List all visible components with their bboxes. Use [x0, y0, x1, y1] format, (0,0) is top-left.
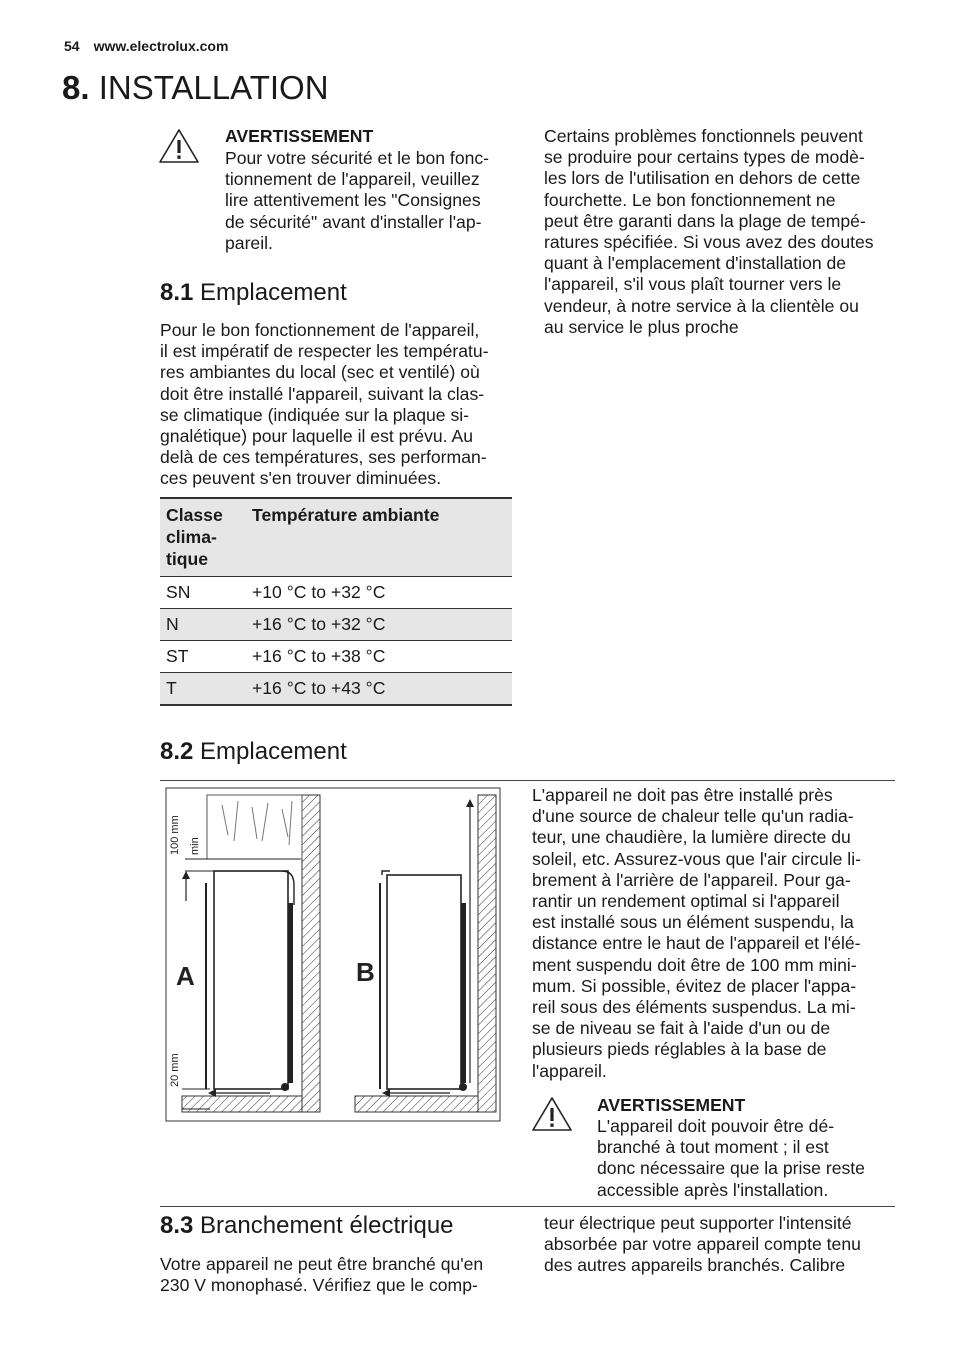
subsection-8-3-heading — [160, 1211, 454, 1241]
subsection-title: Emplacement — [200, 738, 347, 765]
table-row — [160, 609, 512, 641]
diagram-a — [182, 795, 320, 1112]
subsection-title: Emplacement — [200, 279, 347, 306]
table-cell: +16 °C to +38 °C — [246, 641, 512, 673]
table-row — [160, 673, 512, 706]
warning-title: AVERTISSEMENT — [225, 126, 374, 146]
divider — [160, 1206, 895, 1207]
diagram-label-a: A — [176, 961, 195, 991]
right-column-paragraph: Certains problèmes fonctionnels peuvent se produire pour certains types de modè- les lors de l'utilisation en dehors de cette fourchette. Le bon fonctionnement ne peut être garanti dans la plage de tempé- ratures spécifiée. Si vous avez des doutes quant à l'emplacement d'installation de l'appareil, s'il vous plaît tourner vers le vendeur, à notre service à la clientèle ou au service le plus proche — [544, 126, 874, 337]
table-cell: +16 °C to +43 °C — [246, 673, 512, 706]
subsection-8-2-heading — [160, 737, 347, 767]
subsection-8-2-text: L'appareil ne doit pas être installé près d'une source de chaleur telle qu'un radia- teur, une chaudière, la lumière directe du soleil, etc. Assurez-vous que l'air circule li- brement à l'arrière de l'appareil. Pour ga- rantir un rendement optimal si l'appareil est installé sous un élément suspendu, la distance entre le haut de l'appareil et l'élé- ment suspendu doit être de 100 mm mini- mum. Si possible, évitez de placer l'appa- reil sous des éléments suspendus. La mi- se de niveau se fait à l'aide d'un ou de plusieurs pieds réglables à la base de l'appareil. — [532, 785, 861, 1081]
table-cell: +16 °C to +32 °C — [246, 609, 512, 641]
warning-text: L'appareil doit pouvoir être dé- branché à tout moment ; il est donc nécessaire que la prise reste accessible après l'installation. — [597, 1116, 865, 1200]
subsection-8-3-text-continued: teur électrique peut supporter l'intensité absorbée par votre appareil compte tenu des autres appareils branchés. Calibre — [544, 1213, 861, 1276]
subsection-title: Branchement électrique — [200, 1212, 454, 1239]
diagram-label-b: B — [356, 957, 375, 987]
section-number: 8. — [62, 69, 90, 106]
divider — [160, 780, 895, 781]
table-cell: T — [160, 673, 246, 706]
table-row — [160, 641, 512, 673]
warning-icon — [531, 1096, 573, 1132]
diagram-b — [355, 795, 496, 1112]
table-header-cell: Température ambiante — [246, 498, 512, 577]
table-header-cell: Classe clima- tique — [160, 498, 246, 577]
warning-title: AVERTISSEMENT — [597, 1095, 746, 1115]
table-cell: N — [160, 609, 246, 641]
subsection-8-1-text: Pour le bon fonctionnement de l'appareil, il est impératif de respecter les températu- res ambiantes du local (sec et ventilé) où doit être installé l'appareil, suivant la clas- se climatique (indiquée sur la plaque si- gnalétique) pour laquelle il est prévu. Au delà de ces températures, ses performan- ces peuvent s'en trouver diminuées. — [160, 320, 489, 489]
table-cell: SN — [160, 577, 246, 609]
section-title-text: INSTALLATION — [98, 69, 329, 106]
climate-class-table — [160, 497, 512, 706]
dimension-label-min: min — [189, 837, 201, 855]
subsection-number: 8.3 — [160, 1212, 194, 1239]
table-header-row — [160, 498, 512, 577]
table-row — [160, 577, 512, 609]
warning-text: Pour votre sécurité et le bon fonc- tionnement de l'appareil, veuillez lire attentivement les "Consignes de sécurité" avant d'installer l'ap- pareil. — [225, 148, 490, 253]
dimension-label-top: 100 mm — [169, 815, 181, 855]
subsection-number: 8.1 — [160, 279, 194, 306]
page-header — [64, 38, 228, 54]
section-title — [62, 68, 329, 108]
subsection-8-1-heading — [160, 278, 347, 308]
subsection-number: 8.2 — [160, 738, 194, 765]
subsection-8-3-text: Votre appareil ne peut être branché qu'en 230 V monophasé. Vérifiez que le comp- — [160, 1254, 484, 1296]
warning-icon — [158, 128, 200, 164]
website: www.electrolux.com — [93, 38, 229, 54]
installation-diagram — [160, 783, 505, 1128]
table-cell: +10 °C to +32 °C — [246, 577, 512, 609]
dimension-label-bottom: 20 mm — [169, 1053, 181, 1087]
table-cell: ST — [160, 641, 246, 673]
page-number: 54 — [64, 38, 80, 54]
